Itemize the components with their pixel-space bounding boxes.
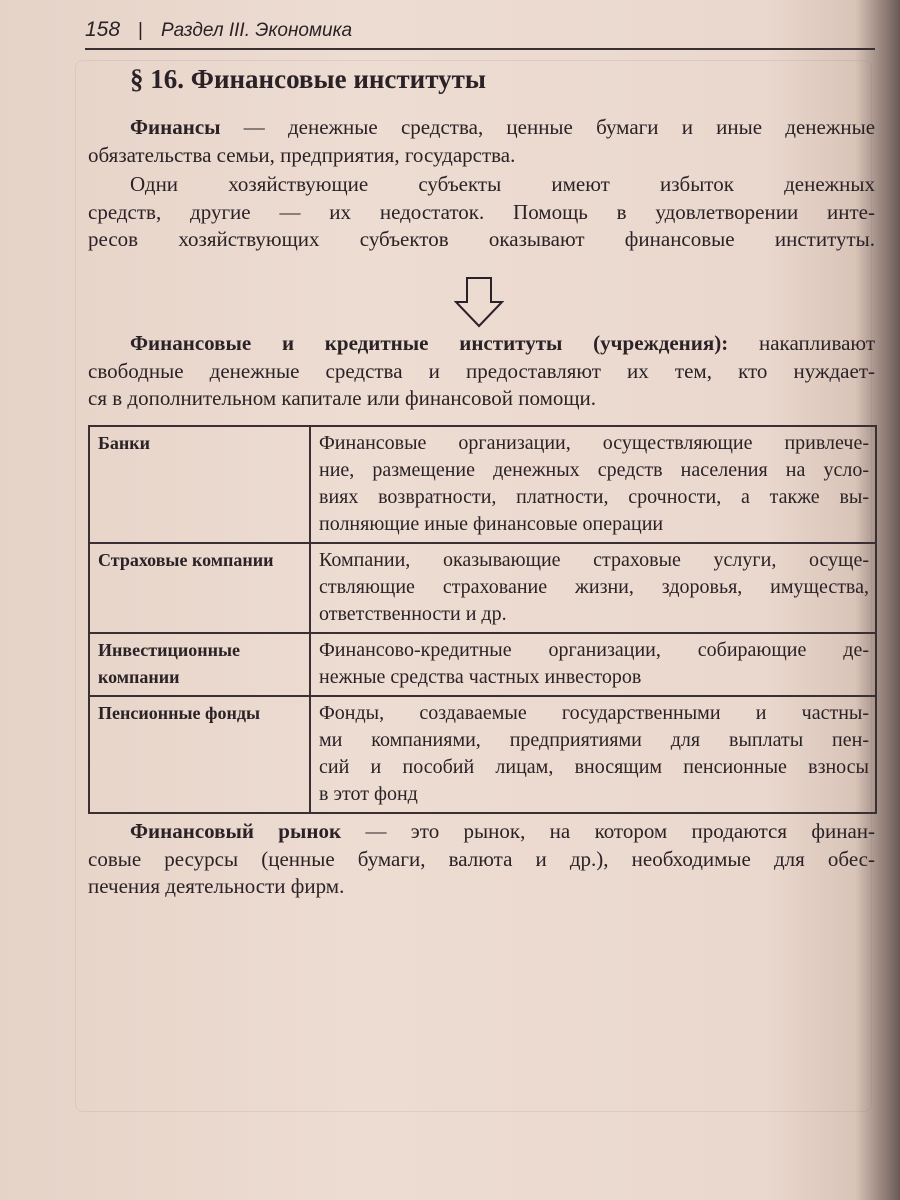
institution-description: Финансовые организации, осуществляющие привлече- ние, размещение денежных средств населения на усло- виях возвратности, платности, срочности, а также вы- полняющие иные финансовые операции	[310, 426, 876, 543]
table-row	[89, 696, 876, 813]
institutions-table	[88, 425, 877, 814]
institution-description: Компании, оказывающие страховые услуги, осуще- ствляющие страхование жизни, здоровья, имущества, ответственности и др.	[310, 543, 876, 633]
term: Финансовые и кредитные институты (учреждения):	[130, 331, 729, 355]
institution-name: Банки	[89, 426, 310, 543]
paragraph-finance-definition: Финансы — денежные средства, ценные бумаги и иные денежные обязательства семьи, предприятия, государства.	[88, 115, 876, 167]
paragraph-credit-institutions: Финансовые и кредитные институты (учреждения): накапливают свободные денежные средства и предоставляют их тем, кто нуждает- ся в дополнительном капитале или финансовой помощи.	[88, 331, 875, 410]
section-name: Раздел III. Экономика	[160, 20, 353, 41]
header-separator: |	[138, 20, 143, 41]
down-arrow-icon	[454, 276, 504, 328]
page-number: 158	[85, 18, 121, 41]
institution-description: Фонды, создаваемые государственными и частны- ми компаниями, предприятиями для выплаты пен- сий и пособий лицам, вносящим пенсионные взносы в этот фонд	[310, 696, 876, 813]
institution-name: Пенсионные фонды	[89, 696, 310, 813]
institution-name: Страховые компании	[89, 543, 310, 633]
header-rule	[85, 48, 875, 50]
table-row	[89, 543, 876, 633]
paragraph-financial-market: Финансовый рынок — это рынок, на котором продаются финан- совые ресурсы (ценные бумаги, валюта и др.), необходимые для обес- печения деятельности фирм.	[88, 819, 875, 898]
institution-description: Финансово-кредитные организации, собирающие де- нежные средства частных инвесторов	[310, 633, 876, 696]
running-header	[85, 18, 352, 42]
page-title: § 16. Финансовые институты	[130, 64, 486, 94]
paragraph-economic-subjects: Одни хозяйствующие субъекты имеют избыток денежных средств, другие — их недостаток. Помощь в удовлетворении инте- ресов хозяйствующих субъектов оказывают финансовые институты.	[88, 172, 875, 251]
term: Финансовый рынок	[130, 819, 342, 843]
table-row	[89, 426, 876, 543]
table-row	[89, 633, 876, 696]
institution-name: Инвестиционные компании	[89, 633, 310, 696]
term: Финансы	[130, 115, 221, 139]
